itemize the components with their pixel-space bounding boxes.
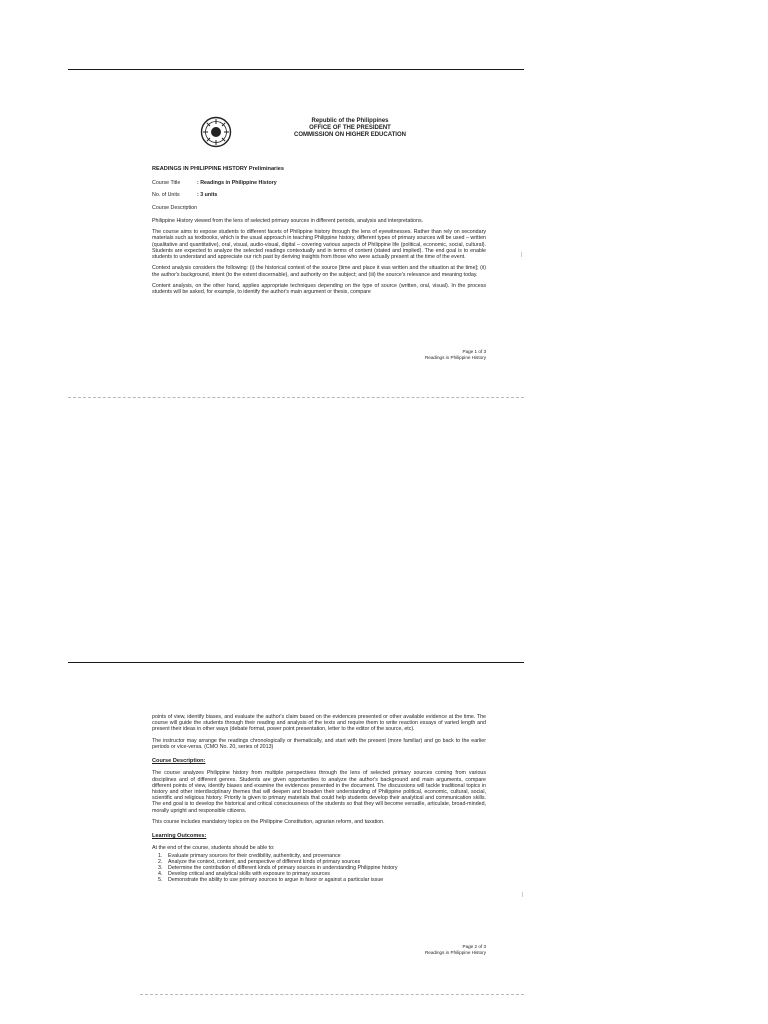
list-item: 4. Develop critical and analytical skills with exposure to primary sources [158,871,330,878]
mandatory-topics-text: This course includes mandatory topics on the Philippine Constitution, agrarian reform, and taxation. [152,819,385,826]
list-item: 5. Demonstrate the ability to use primary sources to argue in favor or against a particular issue [158,877,384,884]
paragraph: points of view, identify biases, and evaluate the author's claim based on the evidences presented or other available evidence at the time. The course will guide the students through their reading and analysis of the texts and require them to write reaction essays of varied length and present their ideas in other ways (debate format, power point presentation, letter to the editor of the source, etc). [152,714,486,733]
page-2-footer [390,944,486,955]
page-top-rule [68,662,524,663]
page-2-body [152,714,486,884]
paragraph: The instructor may arrange the readings chronologically or thematically, and start with the present (more familiar) and go back to the earlier periods or vice-versa. (CMO No. 20, series of 2013) [152,737,486,750]
scan-mark [521,252,522,257]
course-description-title: Course Description: [152,758,206,765]
document-heading: READINGS IN PHILIPPINE HISTORY Preliminaries [152,166,285,172]
list-item: 1. Evaluate primary sources for their credibility, authenticity, and provenance [158,852,341,859]
letterhead-line-1: Republic of the Philippines [311,118,389,124]
paragraph: Context analysis considers the following: (i) the historical context of the source [time and place it was written and the situation at the time]; (ii) the author's background, intent (to the extent discernable), and authority on the subject; and (iii) the source's relevance and meaning today. [152,265,486,278]
ched-seal-icon [200,116,232,148]
units-row [152,192,486,198]
page-1-body [152,166,486,301]
paragraph: The course aims to expose students to different facets of Philippine history through the lens of eyewitnesses. Rather than rely on secondary materials such as textbooks, which is the usual approach in teaching Philippine history, different types of primary sources will be used – written (qualitative and quantitative), oral, visual, audio-visual, digital – covering various aspects of Philippine life (political, economic, social, cultural). Students are expected to analyze the selected readings contextually and in terms of content (stated and implied). The end goal is to enable students to understand and appreciate our rich past by deriving insights from those who were actually present at the time of the event. [152,229,486,261]
scan-mark [522,892,523,897]
course-title-label: Course Title [152,180,181,187]
letterhead-line-3: COMMISSION ON HIGHER EDUCATION [294,132,406,138]
footer-page-number: Page 1 of 3 [462,349,486,354]
footer-page-number: Page 2 of 3 [462,944,486,949]
outcomes-intro: At the end of the course, students should be able to: [152,845,275,852]
course-description-text: The course analyzes Philippine history from multiple perspectives through the lens of selected primary sources coming from various disciplines and of different genres. Students are given opportunities to analyze the author's background and main arguments, compare different points of view, identify biases and examine the evidences presented in the document. The discussions will tackle traditional topics in history and other interdisciplinary themes that will deepen and broaden their understanding of Philippine political, economic, cultural, social, scientific and religious history. Priority is given to primary materials that could help students develop their analytical and communication skills. The end goal is to develop the historical and critical consciousness of the students so that they will become versatile, articulate, broad-minded, morally upright and responsible citizens. [152,770,486,814]
units-value: : 3 units [197,192,218,199]
course-title-value: : Readings in Philippine History [197,180,277,187]
footer-title: Readings in Philippine History [424,949,486,955]
course-title-row [152,180,486,186]
page-top-rule [68,69,524,70]
units-label: No. of Units [152,192,180,199]
page-1-footer [390,349,486,360]
letterhead-line-2: OFFICE OF THE PRESIDENT [309,125,391,131]
course-description-label: Course Description [152,204,198,211]
paragraph: Content analysis, on the other hand, applies appropriate techniques depending on the type of source (written, oral, visual). In the process students will be asked, for example, to identify the author's main argument or thesis, compare [152,283,486,296]
page-break-line [68,397,524,398]
footer-title: Readings in Philippine History [424,354,486,360]
page-break-line [140,994,524,995]
list-item: 2. Analyze the context, content, and perspective of different kinds of primary sources [158,858,361,865]
learning-outcomes-title: Learning Outcomes: [152,833,207,840]
outcomes-list [152,853,486,884]
letterhead [200,116,520,150]
list-item: 3. Determine the contribution of different kinds of primary sources in understanding Philippine history [158,865,398,872]
paragraph: Philippine History viewed from the lens of selected primary sources in different periods, analysis and interpretations. [152,217,424,224]
course-description-row [152,205,486,211]
